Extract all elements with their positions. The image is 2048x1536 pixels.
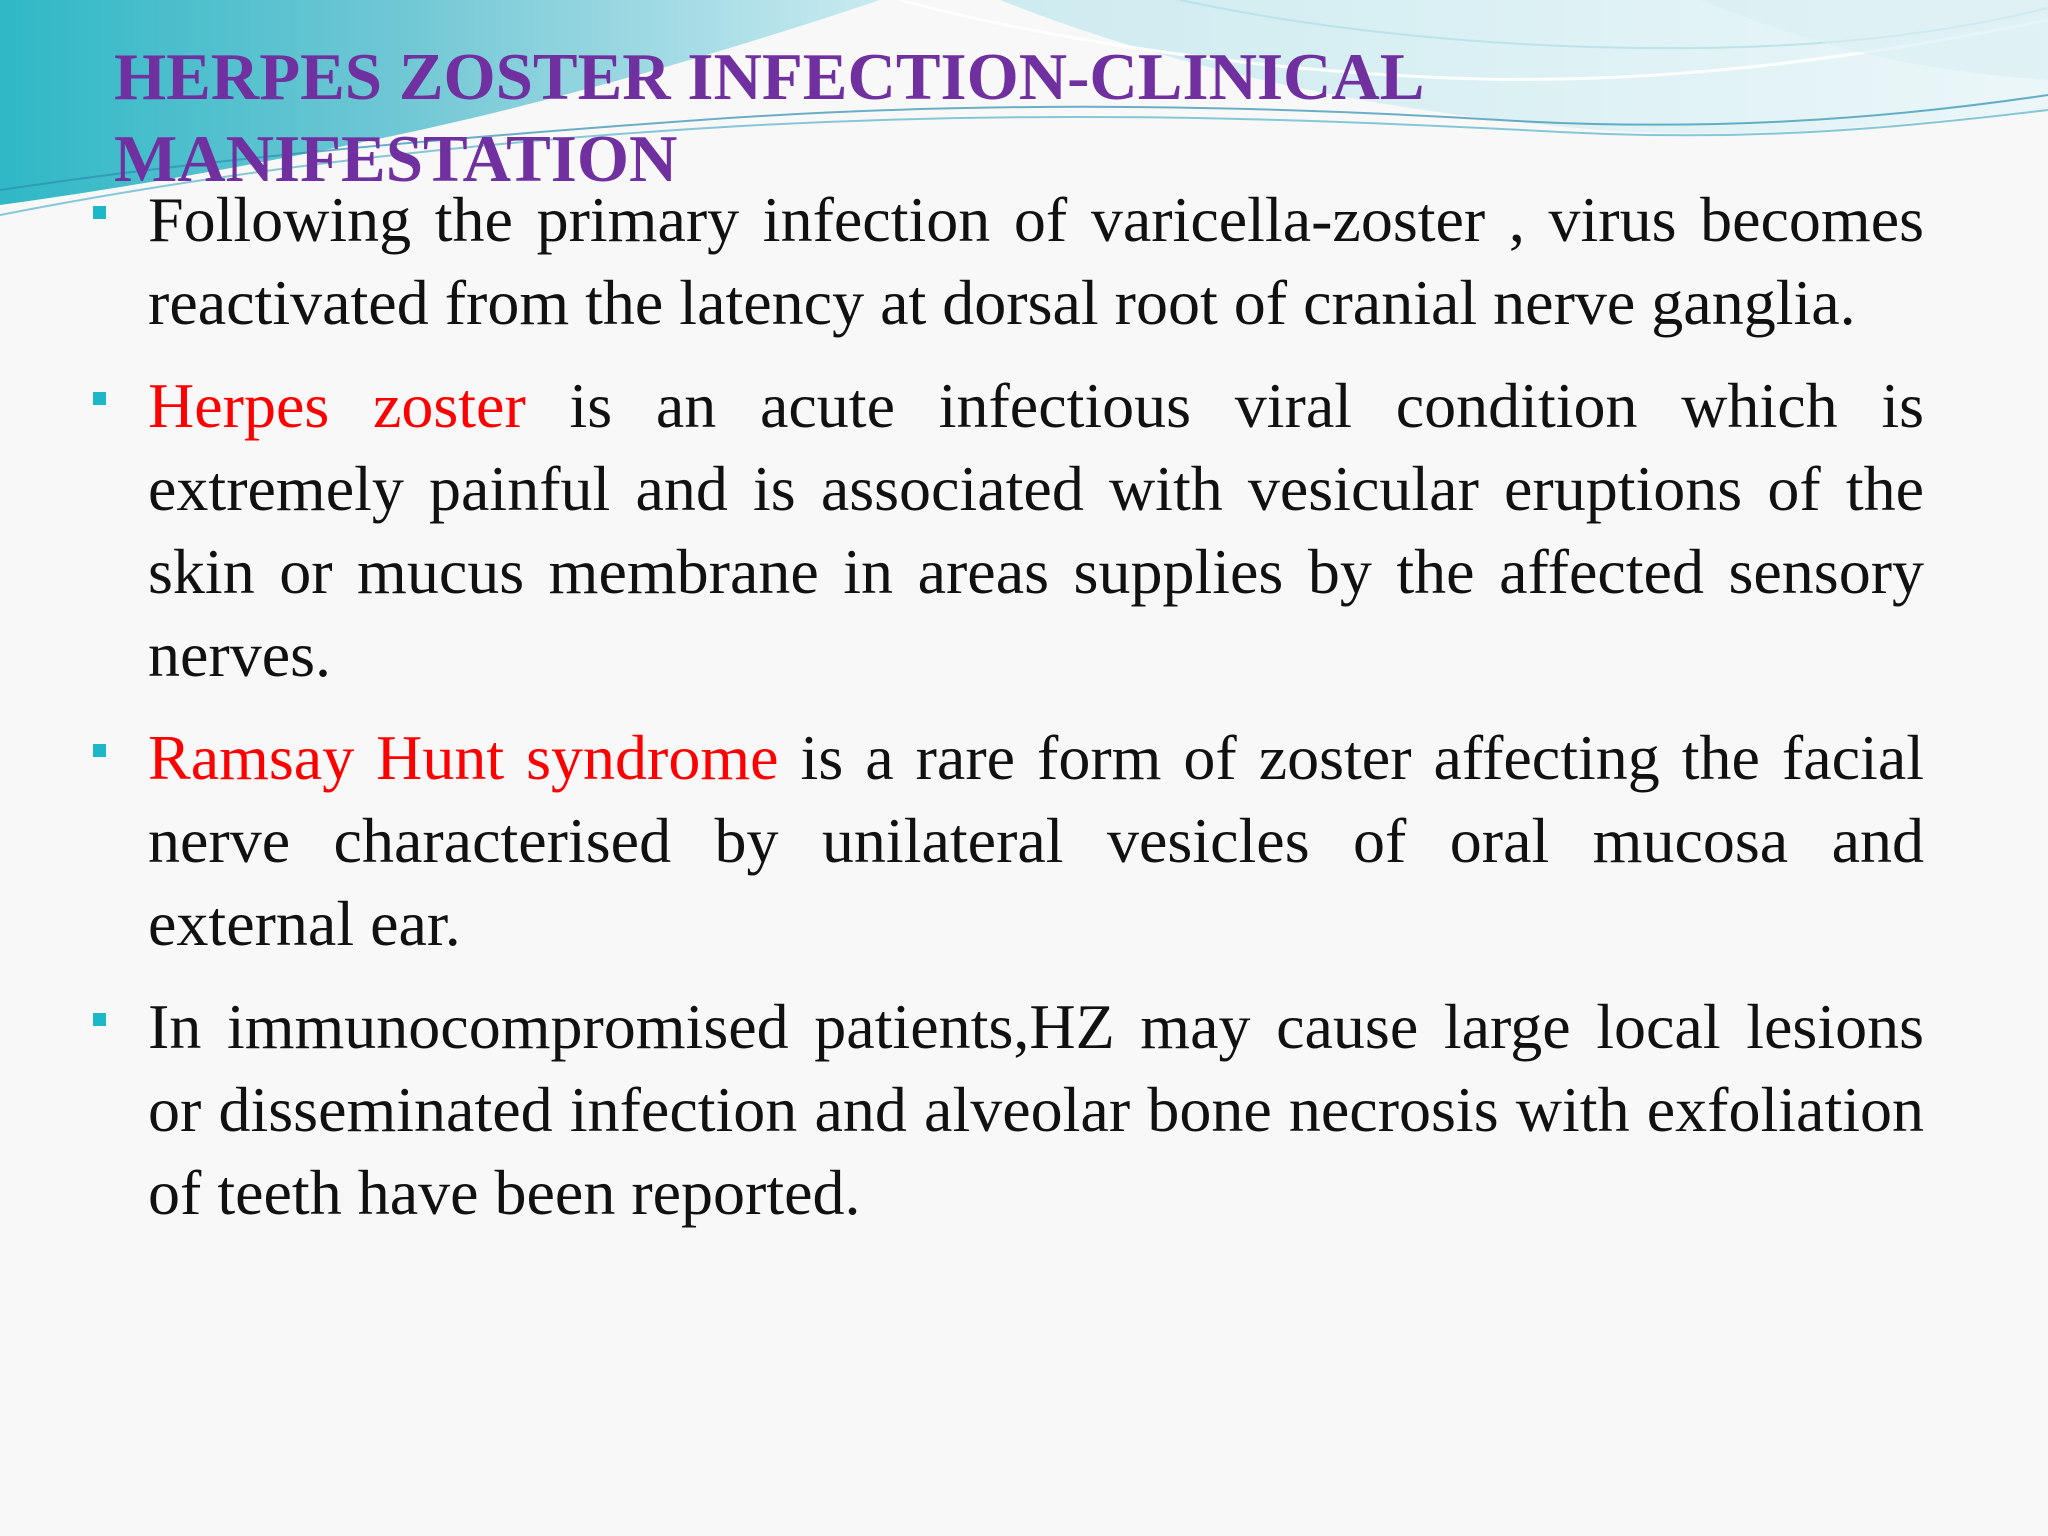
bullet-highlight-term: Ramsay Hunt syndrome: [148, 722, 779, 793]
bullet-list: [84, 178, 1924, 1254]
bullet-item: [84, 985, 1924, 1234]
bullet-text: is a rare form of zoster affecting the facial nerve characterised by unilateral vesicles of oral mucosa and external ear.: [148, 722, 1925, 959]
square-bullet-icon: [93, 744, 106, 757]
slide-title-line-2: MANIFESTATION: [114, 122, 678, 196]
bullet-text: is an acute infectious viral condition which is extremely painful and is associated with vesicular eruptions of the skin or mucus membrane in areas supplies by the affected sensory nerves.: [148, 370, 1925, 690]
bullet-item: [84, 716, 1924, 965]
square-bullet-icon: [93, 392, 106, 405]
bullet-item: [84, 178, 1924, 344]
bullet-text: In immunocompromised patients,HZ may cause large local lesions or disseminated infection and alveolar bone necrosis with exfoliation of teeth have been reported.: [148, 991, 1924, 1228]
slide-title: [114, 36, 1714, 200]
bullet-text: Following the primary infection of varicella-zoster , virus becomes reactivated from the latency at dorsal root of cranial nerve ganglia.: [148, 184, 1924, 338]
square-bullet-icon: [93, 206, 106, 219]
bullet-item: [84, 364, 1924, 696]
square-bullet-icon: [93, 1013, 106, 1026]
bullet-highlight-term: Herpes zoster: [148, 370, 526, 441]
slide-title-line-1: HERPES ZOSTER INFECTION-CLINICAL: [114, 40, 1425, 114]
